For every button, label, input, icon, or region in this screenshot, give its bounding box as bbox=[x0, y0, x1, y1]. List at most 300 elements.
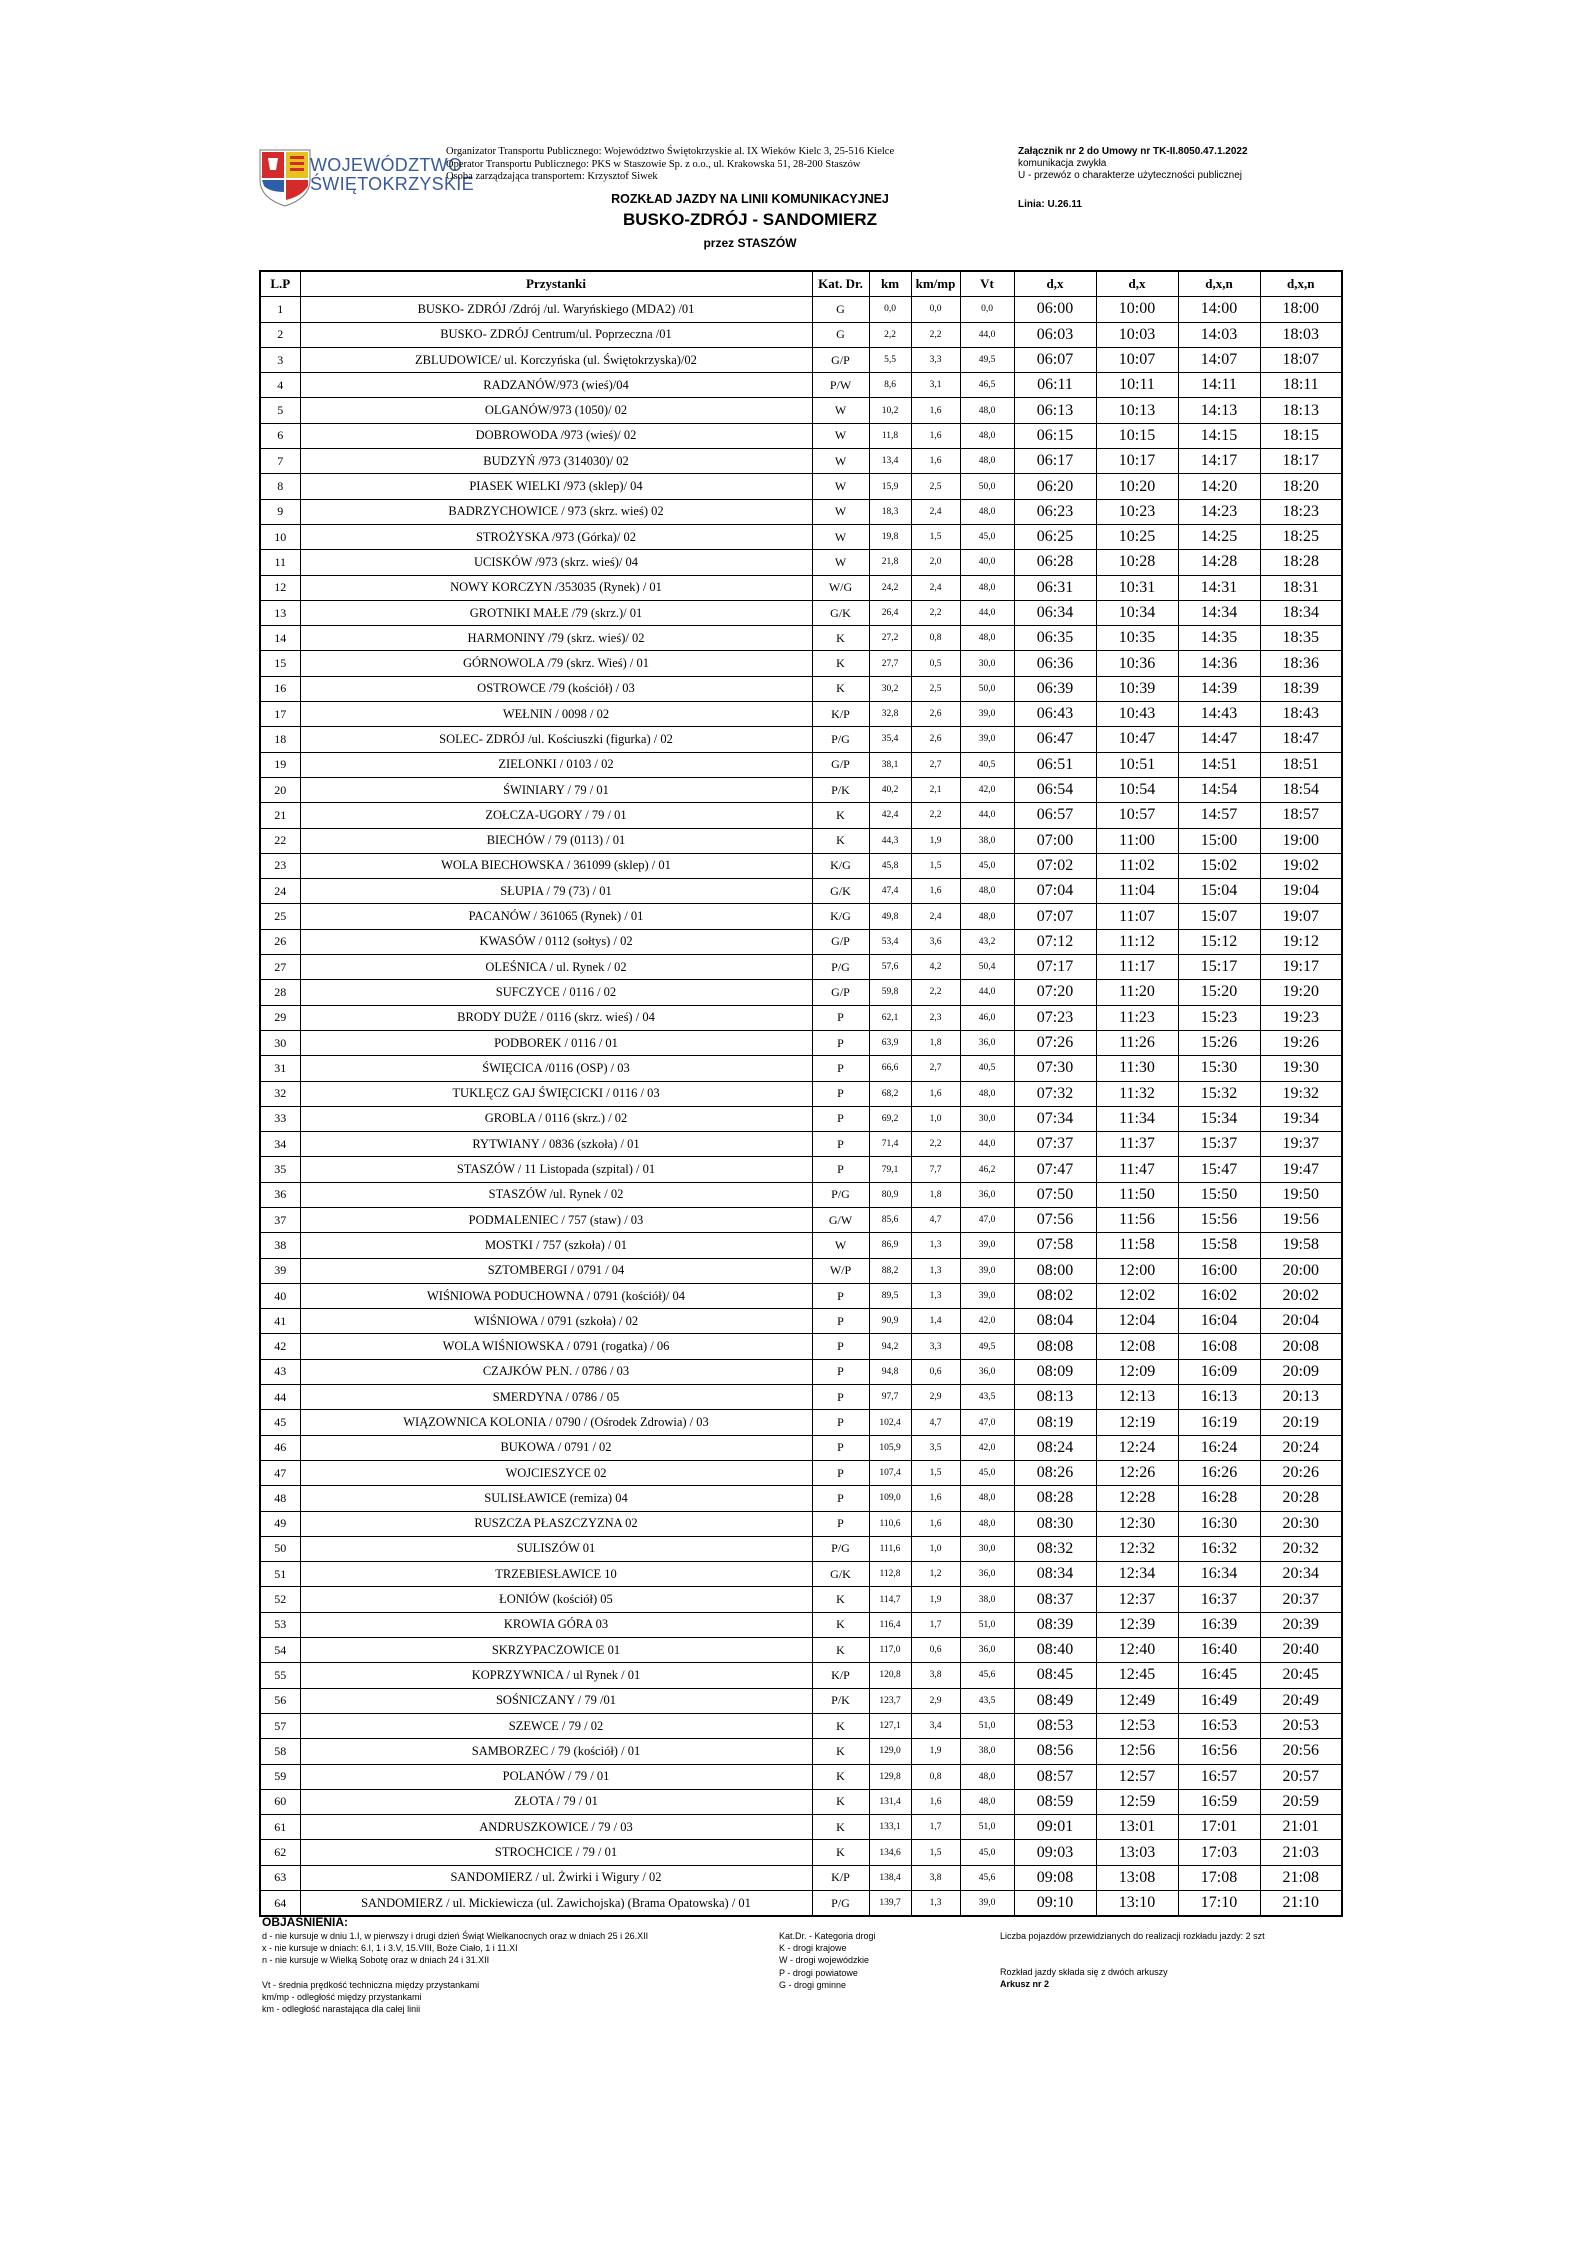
stop-name: UCISKÓW /973 (skrz. wieś)/ 04 bbox=[300, 550, 812, 575]
row-lp: 42 bbox=[260, 1334, 300, 1359]
km-mp-value: 1,3 bbox=[911, 1233, 960, 1258]
departure-time: 16:30 bbox=[1178, 1511, 1260, 1536]
legend-spacer bbox=[1000, 1942, 1265, 1966]
departure-time: 06:36 bbox=[1014, 651, 1096, 676]
departure-time: 08:32 bbox=[1014, 1536, 1096, 1561]
stop-name: TUKLĘCZ GAJ ŚWIĘCICKI / 0116 / 03 bbox=[300, 1081, 812, 1106]
km-value: 5,5 bbox=[869, 347, 911, 372]
road-category: K bbox=[812, 1713, 869, 1738]
timetable-heading: ROZKŁAD JAZDY NA LINII KOMUNIKACYJNEJ bbox=[611, 192, 889, 206]
communication-type: komunikacja zwykła bbox=[1018, 158, 1107, 169]
legend-item: x - nie kursuje w dniach: 6.I, 1 i 3.V, 15.VIII, Boże Ciało, 1 i 11.XI bbox=[262, 1943, 518, 1954]
stop-name: GÓRNOWOLA /79 (skrz. Wieś) / 01 bbox=[300, 651, 812, 676]
departure-time: 14:43 bbox=[1178, 702, 1260, 727]
departure-time: 16:19 bbox=[1178, 1410, 1260, 1435]
road-category: P bbox=[812, 1435, 869, 1460]
vt-value: 40,0 bbox=[960, 550, 1014, 575]
departure-time: 18:35 bbox=[1260, 626, 1342, 651]
departure-time: 19:02 bbox=[1260, 853, 1342, 878]
road-category: P bbox=[812, 1056, 869, 1081]
row-lp: 62 bbox=[260, 1840, 300, 1865]
operator-line: Operator Transportu Publicznego: PKS w Staszowie Sp. z o.o., ul. Krakowska 51, 28-200 Staszów bbox=[446, 158, 861, 170]
stop-name: RADZANÓW/973 (wieś)/04 bbox=[300, 373, 812, 398]
departure-time: 06:35 bbox=[1014, 626, 1096, 651]
km-mp-value: 1,5 bbox=[911, 1460, 960, 1485]
km-mp-value: 3,5 bbox=[911, 1435, 960, 1460]
table-row bbox=[260, 1182, 1342, 1207]
departure-time: 09:03 bbox=[1014, 1840, 1096, 1865]
table-row bbox=[260, 347, 1342, 372]
departure-time: 19:32 bbox=[1260, 1081, 1342, 1106]
table-row bbox=[260, 1713, 1342, 1738]
departure-time: 11:17 bbox=[1096, 955, 1178, 980]
km-value: 139,7 bbox=[869, 1891, 911, 1917]
km-value: 32,8 bbox=[869, 702, 911, 727]
departure-time: 16:32 bbox=[1178, 1536, 1260, 1561]
table-row bbox=[260, 1865, 1342, 1890]
km-mp-value: 1,7 bbox=[911, 1612, 960, 1637]
departure-time: 09:01 bbox=[1014, 1815, 1096, 1840]
departure-time: 18:51 bbox=[1260, 752, 1342, 777]
departure-time: 15:23 bbox=[1178, 1005, 1260, 1030]
stop-name: SANDOMIERZ / ul. Żwirki i Wigury / 02 bbox=[300, 1865, 812, 1890]
km-value: 134,6 bbox=[869, 1840, 911, 1865]
departure-time: 12:32 bbox=[1096, 1536, 1178, 1561]
km-value: 49,8 bbox=[869, 904, 911, 929]
km-mp-value: 3,8 bbox=[911, 1865, 960, 1890]
departure-time: 08:39 bbox=[1014, 1612, 1096, 1637]
vt-value: 36,0 bbox=[960, 1030, 1014, 1055]
departure-time: 15:47 bbox=[1178, 1157, 1260, 1182]
row-lp: 54 bbox=[260, 1638, 300, 1663]
km-value: 138,4 bbox=[869, 1865, 911, 1890]
km-value: 18,3 bbox=[869, 499, 911, 524]
stop-name: STROCHCICE / 79 / 01 bbox=[300, 1840, 812, 1865]
km-value: 79,1 bbox=[869, 1157, 911, 1182]
vt-value: 43,5 bbox=[960, 1385, 1014, 1410]
departure-time: 11:50 bbox=[1096, 1182, 1178, 1207]
table-row bbox=[260, 1005, 1342, 1030]
vt-value: 44,0 bbox=[960, 600, 1014, 625]
departure-time: 11:37 bbox=[1096, 1132, 1178, 1157]
row-lp: 35 bbox=[260, 1157, 300, 1182]
departure-time: 15:30 bbox=[1178, 1056, 1260, 1081]
departure-time: 20:19 bbox=[1260, 1410, 1342, 1435]
km-value: 111,6 bbox=[869, 1536, 911, 1561]
row-lp: 2 bbox=[260, 322, 300, 347]
legend-item: Vt - średnia prędkość techniczna między przystankami bbox=[262, 1979, 480, 1990]
km-value: 47,4 bbox=[869, 879, 911, 904]
table-row bbox=[260, 1030, 1342, 1055]
row-lp: 49 bbox=[260, 1511, 300, 1536]
line-number: Linia: U.26.11 bbox=[1018, 199, 1082, 210]
departure-time: 19:20 bbox=[1260, 980, 1342, 1005]
vt-value: 50,0 bbox=[960, 474, 1014, 499]
vt-value: 49,5 bbox=[960, 1334, 1014, 1359]
vt-value: 48,0 bbox=[960, 575, 1014, 600]
km-value: 117,0 bbox=[869, 1638, 911, 1663]
km-mp-value: 1,9 bbox=[911, 1739, 960, 1764]
departure-time: 15:04 bbox=[1178, 879, 1260, 904]
row-lp: 37 bbox=[260, 1207, 300, 1232]
departure-time: 16:57 bbox=[1178, 1764, 1260, 1789]
departure-time: 19:00 bbox=[1260, 828, 1342, 853]
stop-name: KWASÓW / 0112 (sołtys) / 02 bbox=[300, 929, 812, 954]
road-category: K bbox=[812, 828, 869, 853]
legend-item: d - nie kursuje w dniu 1.I, w pierwszy i drugi dzień Świąt Wielkanocnych oraz w dniach 25 i 26.XII bbox=[262, 1931, 649, 1941]
stop-name: SUFCZYCE / 0116 / 02 bbox=[300, 980, 812, 1005]
legend-column-3 bbox=[1000, 1930, 1265, 1991]
km-mp-value: 1,9 bbox=[911, 828, 960, 853]
departure-time: 15:32 bbox=[1178, 1081, 1260, 1106]
row-lp: 23 bbox=[260, 853, 300, 878]
departure-time: 09:10 bbox=[1014, 1891, 1096, 1917]
stop-name: DOBROWODA /973 (wieś)/ 02 bbox=[300, 423, 812, 448]
km-mp-value: 1,6 bbox=[911, 1511, 960, 1536]
logo-text-line-1: WOJEWÓDZTWO bbox=[310, 155, 463, 175]
departure-time: 14:31 bbox=[1178, 575, 1260, 600]
vt-value: 39,0 bbox=[960, 1283, 1014, 1308]
km-value: 116,4 bbox=[869, 1612, 911, 1637]
road-category: K/P bbox=[812, 1865, 869, 1890]
stop-name: SOLEC- ZDRÓJ /ul. Kościuszki (figurka) / 02 bbox=[300, 727, 812, 752]
vt-value: 44,0 bbox=[960, 1132, 1014, 1157]
road-category: K bbox=[812, 1638, 869, 1663]
road-category: K bbox=[812, 651, 869, 676]
col-lp: L.P bbox=[260, 271, 300, 297]
stop-name: BRODY DUŻE / 0116 (skrz. wieś) / 04 bbox=[300, 1005, 812, 1030]
stop-name: RYTWIANY / 0836 (szkoła) / 01 bbox=[300, 1132, 812, 1157]
km-mp-value: 4,7 bbox=[911, 1207, 960, 1232]
km-mp-value: 1,3 bbox=[911, 1283, 960, 1308]
km-mp-value: 7,7 bbox=[911, 1157, 960, 1182]
road-category: P/G bbox=[812, 955, 869, 980]
row-lp: 40 bbox=[260, 1283, 300, 1308]
row-lp: 14 bbox=[260, 626, 300, 651]
km-mp-value: 2,7 bbox=[911, 752, 960, 777]
annex-label: Załącznik nr 2 do Umowy nr TK-II.8050.47.1.2022 bbox=[1018, 146, 1248, 157]
departure-time: 07:32 bbox=[1014, 1081, 1096, 1106]
legend-item: n - nie kursuje w Wielką Sobotę oraz w dniach 24 i 31.XII bbox=[262, 1955, 490, 1966]
vt-value: 42,0 bbox=[960, 777, 1014, 802]
departure-time: 08:30 bbox=[1014, 1511, 1096, 1536]
vt-value: 51,0 bbox=[960, 1815, 1014, 1840]
departure-time: 14:34 bbox=[1178, 600, 1260, 625]
km-mp-value: 4,2 bbox=[911, 955, 960, 980]
km-value: 27,7 bbox=[869, 651, 911, 676]
road-category: P bbox=[812, 1410, 869, 1435]
departure-time: 16:40 bbox=[1178, 1638, 1260, 1663]
vt-value: 48,0 bbox=[960, 1789, 1014, 1814]
table-row bbox=[260, 702, 1342, 727]
stop-name: PIASEK WIELKI /973 (sklep)/ 04 bbox=[300, 474, 812, 499]
road-category: P bbox=[812, 1334, 869, 1359]
row-lp: 47 bbox=[260, 1460, 300, 1485]
vt-value: 46,2 bbox=[960, 1157, 1014, 1182]
stop-name: OLGANÓW/973 (1050)/ 02 bbox=[300, 398, 812, 423]
departure-time: 20:28 bbox=[1260, 1486, 1342, 1511]
km-mp-value: 1,7 bbox=[911, 1815, 960, 1840]
row-lp: 8 bbox=[260, 474, 300, 499]
vt-value: 45,0 bbox=[960, 1840, 1014, 1865]
departure-time: 15:37 bbox=[1178, 1132, 1260, 1157]
departure-time: 08:13 bbox=[1014, 1385, 1096, 1410]
road-category: P/K bbox=[812, 777, 869, 802]
km-value: 63,9 bbox=[869, 1030, 911, 1055]
km-value: 44,3 bbox=[869, 828, 911, 853]
km-mp-value: 2,9 bbox=[911, 1385, 960, 1410]
table-row bbox=[260, 879, 1342, 904]
row-lp: 43 bbox=[260, 1359, 300, 1384]
km-value: 86,9 bbox=[869, 1233, 911, 1258]
road-category: P bbox=[812, 1486, 869, 1511]
departure-time: 16:24 bbox=[1178, 1435, 1260, 1460]
table-row bbox=[260, 803, 1342, 828]
km-value: 11,8 bbox=[869, 423, 911, 448]
departure-time: 14:00 bbox=[1178, 297, 1260, 322]
table-row bbox=[260, 1258, 1342, 1283]
vt-value: 45,0 bbox=[960, 1460, 1014, 1485]
departure-time: 07:17 bbox=[1014, 955, 1096, 980]
departure-time: 17:10 bbox=[1178, 1891, 1260, 1917]
departure-time: 12:13 bbox=[1096, 1385, 1178, 1410]
departure-time: 14:57 bbox=[1178, 803, 1260, 828]
departure-time: 19:34 bbox=[1260, 1106, 1342, 1131]
stop-name: BUSKO- ZDRÓJ /Zdrój /ul. Waryńskiego (MDA2) /01 bbox=[300, 297, 812, 322]
departure-time: 07:30 bbox=[1014, 1056, 1096, 1081]
departure-time: 18:25 bbox=[1260, 524, 1342, 549]
departure-time: 18:07 bbox=[1260, 347, 1342, 372]
departure-time: 14:11 bbox=[1178, 373, 1260, 398]
departure-time: 20:24 bbox=[1260, 1435, 1342, 1460]
col-course-1: d,x bbox=[1014, 271, 1096, 297]
road-category: P/G bbox=[812, 1891, 869, 1917]
departure-time: 11:20 bbox=[1096, 980, 1178, 1005]
departure-time: 12:00 bbox=[1096, 1258, 1178, 1283]
km-value: 127,1 bbox=[869, 1713, 911, 1738]
departure-time: 10:25 bbox=[1096, 524, 1178, 549]
departure-time: 14:25 bbox=[1178, 524, 1260, 549]
km-value: 109,0 bbox=[869, 1486, 911, 1511]
table-row bbox=[260, 752, 1342, 777]
table-row bbox=[260, 727, 1342, 752]
departure-time: 12:08 bbox=[1096, 1334, 1178, 1359]
departure-time: 06:17 bbox=[1014, 449, 1096, 474]
departure-time: 17:08 bbox=[1178, 1865, 1260, 1890]
departure-time: 19:12 bbox=[1260, 929, 1342, 954]
vehicle-count-note: Liczba pojazdów przewidzianych do realizacji rozkładu jazdy: 2 szt bbox=[1000, 1931, 1265, 1941]
departure-time: 08:28 bbox=[1014, 1486, 1096, 1511]
km-value: 94,2 bbox=[869, 1334, 911, 1359]
departure-time: 19:17 bbox=[1260, 955, 1342, 980]
departure-time: 18:28 bbox=[1260, 550, 1342, 575]
departure-time: 18:00 bbox=[1260, 297, 1342, 322]
departure-time: 14:39 bbox=[1178, 676, 1260, 701]
vt-value: 39,0 bbox=[960, 1233, 1014, 1258]
stop-name: WEŁNIN / 0098 / 02 bbox=[300, 702, 812, 727]
departure-time: 14:51 bbox=[1178, 752, 1260, 777]
vt-value: 36,0 bbox=[960, 1359, 1014, 1384]
departure-time: 07:00 bbox=[1014, 828, 1096, 853]
km-mp-value: 2,5 bbox=[911, 474, 960, 499]
departure-time: 16:02 bbox=[1178, 1283, 1260, 1308]
table-row bbox=[260, 1789, 1342, 1814]
vt-value: 30,0 bbox=[960, 1106, 1014, 1131]
departure-time: 10:00 bbox=[1096, 297, 1178, 322]
km-value: 59,8 bbox=[869, 980, 911, 1005]
km-value: 120,8 bbox=[869, 1663, 911, 1688]
km-value: 129,0 bbox=[869, 1739, 911, 1764]
stop-name: ANDRUSZKOWICE / 79 / 03 bbox=[300, 1815, 812, 1840]
departure-time: 10:07 bbox=[1096, 347, 1178, 372]
km-value: 112,8 bbox=[869, 1562, 911, 1587]
road-category: K bbox=[812, 1612, 869, 1637]
vt-value: 47,0 bbox=[960, 1410, 1014, 1435]
manager-line: Osoba zarządzająca transportem: Krzysztof Siwek bbox=[446, 171, 658, 182]
departure-time: 10:13 bbox=[1096, 398, 1178, 423]
row-lp: 11 bbox=[260, 550, 300, 575]
departure-time: 12:34 bbox=[1096, 1562, 1178, 1587]
km-mp-value: 1,3 bbox=[911, 1891, 960, 1917]
km-value: 57,6 bbox=[869, 955, 911, 980]
road-category: K bbox=[812, 1739, 869, 1764]
departure-time: 10:31 bbox=[1096, 575, 1178, 600]
road-category: P/K bbox=[812, 1688, 869, 1713]
row-lp: 19 bbox=[260, 752, 300, 777]
km-mp-value: 1,6 bbox=[911, 1486, 960, 1511]
departure-time: 06:15 bbox=[1014, 423, 1096, 448]
km-value: 69,2 bbox=[869, 1106, 911, 1131]
departure-time: 11:12 bbox=[1096, 929, 1178, 954]
km-value: 85,6 bbox=[869, 1207, 911, 1232]
stop-name: GROTNIKI MAŁE /79 (skrz.)/ 01 bbox=[300, 600, 812, 625]
departure-time: 08:56 bbox=[1014, 1739, 1096, 1764]
departure-time: 08:53 bbox=[1014, 1713, 1096, 1738]
departure-time: 10:28 bbox=[1096, 550, 1178, 575]
km-mp-value: 2,2 bbox=[911, 980, 960, 1005]
departure-time: 07:04 bbox=[1014, 879, 1096, 904]
table-row bbox=[260, 1638, 1342, 1663]
row-lp: 28 bbox=[260, 980, 300, 1005]
km-mp-value: 1,6 bbox=[911, 449, 960, 474]
stop-name: PACANÓW / 361065 (Rynek) / 01 bbox=[300, 904, 812, 929]
stop-name: STASZÓW /ul. Rynek / 02 bbox=[300, 1182, 812, 1207]
timetable-body bbox=[260, 297, 1342, 1917]
departure-time: 12:39 bbox=[1096, 1612, 1178, 1637]
row-lp: 38 bbox=[260, 1233, 300, 1258]
km-value: 62,1 bbox=[869, 1005, 911, 1030]
departure-time: 08:57 bbox=[1014, 1764, 1096, 1789]
km-value: 13,4 bbox=[869, 449, 911, 474]
road-category: G/P bbox=[812, 929, 869, 954]
table-row bbox=[260, 1587, 1342, 1612]
departure-time: 16:28 bbox=[1178, 1486, 1260, 1511]
km-mp-value: 1,5 bbox=[911, 853, 960, 878]
vt-value: 45,6 bbox=[960, 1865, 1014, 1890]
stop-name: ZBLUDOWICE/ ul. Korczyńska (ul. Świętokrzyska)/02 bbox=[300, 347, 812, 372]
col-km: km bbox=[869, 271, 911, 297]
departure-time: 18:36 bbox=[1260, 651, 1342, 676]
km-mp-value: 0,6 bbox=[911, 1359, 960, 1384]
table-row bbox=[260, 651, 1342, 676]
table-row bbox=[260, 1359, 1342, 1384]
departure-time: 20:45 bbox=[1260, 1663, 1342, 1688]
departure-time: 07:58 bbox=[1014, 1233, 1096, 1258]
annex-info bbox=[1018, 146, 1248, 182]
km-mp-value: 1,6 bbox=[911, 398, 960, 423]
vt-value: 49,5 bbox=[960, 347, 1014, 372]
departure-time: 06:00 bbox=[1014, 297, 1096, 322]
departure-time: 11:47 bbox=[1096, 1157, 1178, 1182]
route-title: BUSKO-ZDRÓJ - SANDOMIERZ bbox=[622, 210, 878, 229]
table-row bbox=[260, 1562, 1342, 1587]
row-lp: 10 bbox=[260, 524, 300, 549]
organizer-info bbox=[446, 146, 894, 184]
departure-time: 19:04 bbox=[1260, 879, 1342, 904]
stop-name: ZŁOTA / 79 / 01 bbox=[300, 1789, 812, 1814]
road-category: P/G bbox=[812, 1182, 869, 1207]
departure-time: 20:49 bbox=[1260, 1688, 1342, 1713]
row-lp: 20 bbox=[260, 777, 300, 802]
departure-time: 06:11 bbox=[1014, 373, 1096, 398]
table-row bbox=[260, 1435, 1342, 1460]
departure-time: 16:56 bbox=[1178, 1739, 1260, 1764]
vt-value: 30,0 bbox=[960, 1536, 1014, 1561]
departure-time: 20:53 bbox=[1260, 1713, 1342, 1738]
departure-time: 13:03 bbox=[1096, 1840, 1178, 1865]
vt-value: 48,0 bbox=[960, 1764, 1014, 1789]
stop-name: ŚWIĘCICA /0116 (OSP) / 03 bbox=[300, 1056, 812, 1081]
km-mp-value: 1,5 bbox=[911, 1840, 960, 1865]
vt-value: 46,5 bbox=[960, 373, 1014, 398]
vt-value: 39,0 bbox=[960, 727, 1014, 752]
km-value: 15,9 bbox=[869, 474, 911, 499]
km-value: 131,4 bbox=[869, 1789, 911, 1814]
departure-time: 08:26 bbox=[1014, 1460, 1096, 1485]
km-value: 27,2 bbox=[869, 626, 911, 651]
departure-time: 11:56 bbox=[1096, 1207, 1178, 1232]
row-lp: 21 bbox=[260, 803, 300, 828]
vt-value: 45,6 bbox=[960, 1663, 1014, 1688]
departure-time: 10:03 bbox=[1096, 322, 1178, 347]
departure-time: 08:45 bbox=[1014, 1663, 1096, 1688]
stop-name: SKRZYPACZOWICE 01 bbox=[300, 1638, 812, 1663]
row-lp: 59 bbox=[260, 1764, 300, 1789]
stop-name: STASZÓW / 11 Listopada (szpital) / 01 bbox=[300, 1157, 812, 1182]
stop-name: ZIELONKI / 0103 / 02 bbox=[300, 752, 812, 777]
km-value: 30,2 bbox=[869, 676, 911, 701]
departure-time: 13:01 bbox=[1096, 1815, 1178, 1840]
road-category: K bbox=[812, 626, 869, 651]
departure-time: 12:49 bbox=[1096, 1688, 1178, 1713]
table-row bbox=[260, 1056, 1342, 1081]
km-value: 102,4 bbox=[869, 1410, 911, 1435]
col-km-mp: km/mp bbox=[911, 271, 960, 297]
road-category: P bbox=[812, 1359, 869, 1384]
stop-name: SMERDYNA / 0786 / 05 bbox=[300, 1385, 812, 1410]
row-lp: 25 bbox=[260, 904, 300, 929]
departure-time: 18:47 bbox=[1260, 727, 1342, 752]
departure-time: 07:07 bbox=[1014, 904, 1096, 929]
table-row bbox=[260, 929, 1342, 954]
departure-time: 18:15 bbox=[1260, 423, 1342, 448]
vt-value: 40,5 bbox=[960, 1056, 1014, 1081]
departure-time: 21:03 bbox=[1260, 1840, 1342, 1865]
col-course-3: d,x,n bbox=[1178, 271, 1260, 297]
col-vt: Vt bbox=[960, 271, 1014, 297]
row-lp: 15 bbox=[260, 651, 300, 676]
departure-time: 13:08 bbox=[1096, 1865, 1178, 1890]
